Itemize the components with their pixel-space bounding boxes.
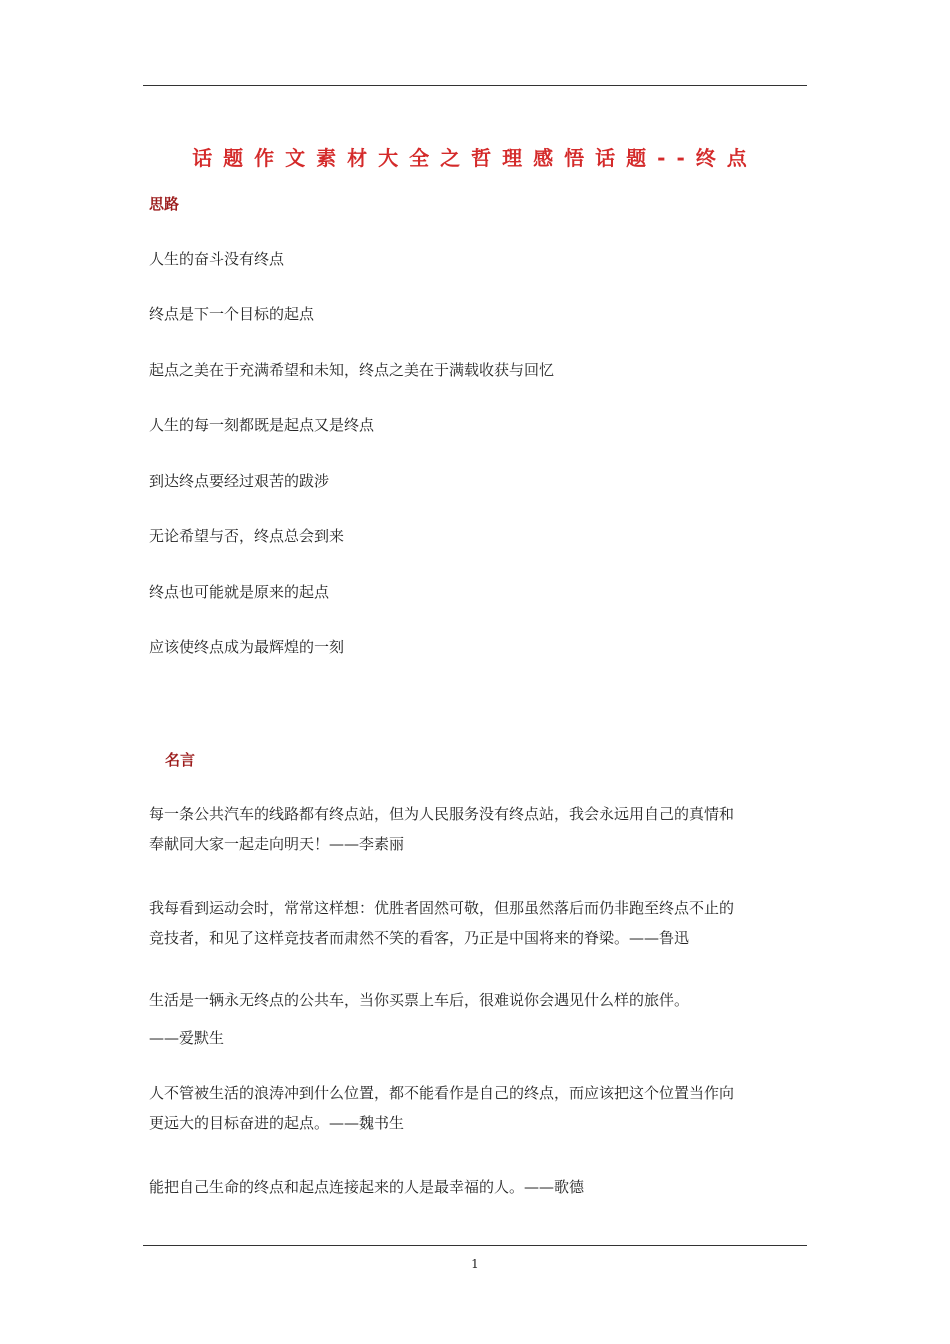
silu-item: 应该使终点成为最辉煌的一刻 (149, 638, 345, 656)
footer-rule (143, 1245, 807, 1246)
silu-item: 起点之美在于充满希望和未知，终点之美在于满载收获与回忆 (149, 361, 555, 379)
silu-item: 终点是下一个目标的起点 (149, 305, 315, 323)
quote-line: 竞技者，和见了这样竞技者而肃然不笑的看客，乃正是中国将来的脊梁。——鲁迅 (149, 929, 690, 947)
quote-line: 奉献同大家一起走向明天！——李素丽 (149, 835, 405, 853)
silu-item: 人生的每一刻都既是起点又是终点 (149, 416, 375, 434)
quote-paragraph (149, 1078, 809, 1138)
silu-item: 人生的奋斗没有终点 (149, 250, 285, 268)
quote-paragraph (149, 1172, 809, 1202)
quote-paragraph (149, 985, 809, 1061)
document-title: 话题作文素材大全之哲理感悟话题--终点 (192, 146, 758, 170)
quote-line: 生活是一辆永无终点的公共车，当你买票上车后，很难说你会遇见什么样的旅伴。 (149, 991, 690, 1009)
silu-item: 终点也可能就是原来的起点 (149, 583, 330, 601)
quote-line: 能把自己生命的终点和起点连接起来的人是最幸福的人。——歌德 (149, 1178, 585, 1196)
section-heading-mingyan: 名言 (165, 751, 196, 769)
quote-line: ——爱默生 (149, 1029, 225, 1047)
silu-item: 到达终点要经过艰苦的跋涉 (149, 472, 330, 490)
quote-line: 我每看到运动会时，常常这样想：优胜者固然可敬，但那虽然落后而仍非跑至终点不止的 (149, 899, 735, 917)
quote-line: 更远大的目标奋进的起点。——魏书生 (149, 1114, 405, 1132)
quote-line: 每一条公共汽车的线路都有终点站，但为人民服务没有终点站，我会永远用自己的真情和 (149, 805, 735, 823)
header-rule (143, 85, 807, 86)
section-heading-silu: 思路 (149, 195, 180, 213)
quote-paragraph (149, 799, 809, 859)
quote-paragraph (149, 893, 809, 953)
quote-line: 人不管被生活的浪涛冲到什么位置，都不能看作是自己的终点，而应该把这个位置当作向 (149, 1084, 735, 1102)
silu-item: 无论希望与否，终点总会到来 (149, 527, 345, 545)
page-number: 1 (471, 1257, 479, 1271)
